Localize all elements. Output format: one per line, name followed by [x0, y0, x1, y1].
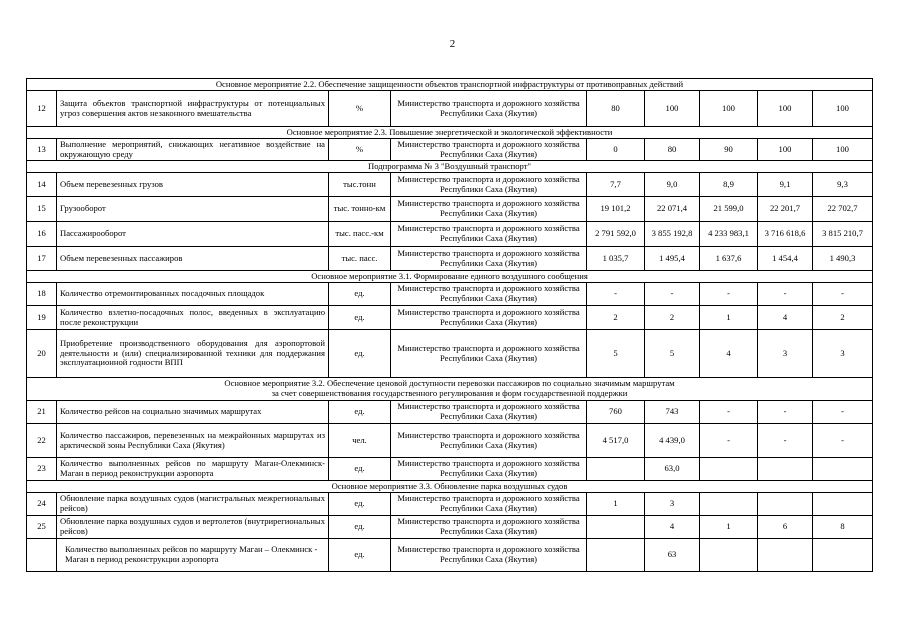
responsible-cell: Министерство транспорта и дорожного хозяйства Республики Саха (Якутия) — [391, 458, 587, 481]
unit-cell: тыс. тонно-км — [329, 197, 391, 222]
unit-cell: ед. — [329, 401, 391, 424]
responsible-cell: Министерство транспорта и дорожного хозяйства Республики Саха (Якутия) — [391, 539, 587, 572]
value-cell: 5 — [587, 330, 645, 378]
table-row — [27, 139, 873, 161]
indicator-name: Количество выполненных рейсов по маршруту Маган – Олекминск - Маган в период реконструкции аэропорта — [57, 539, 329, 572]
unit-cell: чел. — [329, 424, 391, 458]
responsible-cell: Министерство транспорта и дорожного хозяйства Республики Саха (Якутия) — [391, 197, 587, 222]
indicators-table — [26, 78, 873, 572]
value-cell: 1 — [587, 493, 645, 516]
value-cell: 1 495,4 — [645, 247, 700, 271]
value-cell: 2 791 592,0 — [587, 222, 645, 247]
value-cell: 1 — [700, 516, 758, 539]
value-cell: 7,7 — [587, 173, 645, 197]
row-number: 21 — [27, 401, 57, 424]
value-cell — [700, 493, 758, 516]
value-cell: 8 — [813, 516, 873, 539]
value-cell: 19 101,2 — [587, 197, 645, 222]
table-row — [27, 91, 873, 127]
value-cell: - — [758, 401, 813, 424]
value-cell — [758, 493, 813, 516]
responsible-cell: Министерство транспорта и дорожного хозяйства Республики Саха (Якутия) — [391, 222, 587, 247]
section-row — [27, 271, 873, 283]
responsible-cell: Министерство транспорта и дорожного хозяйства Республики Саха (Якутия) — [391, 424, 587, 458]
responsible-cell: Министерство транспорта и дорожного хозяйства Республики Саха (Якутия) — [391, 139, 587, 161]
value-cell: - — [758, 424, 813, 458]
value-cell: - — [700, 283, 758, 306]
value-cell: - — [813, 424, 873, 458]
section-row — [27, 127, 873, 139]
value-cell: 80 — [645, 139, 700, 161]
section-row — [27, 161, 873, 173]
value-cell: 4 — [700, 330, 758, 378]
table-row — [27, 330, 873, 378]
value-cell: 4 — [645, 516, 700, 539]
value-cell: 4 517,0 — [587, 424, 645, 458]
responsible-cell: Министерство транспорта и дорожного хозяйства Республики Саха (Якутия) — [391, 173, 587, 197]
value-cell: 22 201,7 — [758, 197, 813, 222]
section-row — [27, 79, 873, 91]
section-title: Подпрограмма № 3 "Воздушный транспорт" — [27, 161, 873, 173]
row-number: 15 — [27, 197, 57, 222]
section-title: Основное мероприятие 2.3. Повышение энергетической и экологической эффективности — [27, 127, 873, 139]
value-cell — [758, 539, 813, 572]
value-cell: 1 035,7 — [587, 247, 645, 271]
value-cell: 3 815 210,7 — [813, 222, 873, 247]
value-cell — [813, 493, 873, 516]
unit-cell: тыс.тонн — [329, 173, 391, 197]
value-cell: 100 — [758, 139, 813, 161]
responsible-cell: Министерство транспорта и дорожного хозяйства Республики Саха (Якутия) — [391, 330, 587, 378]
value-cell — [813, 458, 873, 481]
responsible-cell: Министерство транспорта и дорожного хозяйства Республики Саха (Якутия) — [391, 401, 587, 424]
row-number: 25 — [27, 516, 57, 539]
value-cell: 760 — [587, 401, 645, 424]
row-number: 13 — [27, 139, 57, 161]
value-cell: 9,0 — [645, 173, 700, 197]
value-cell: 1 — [700, 306, 758, 330]
value-cell — [758, 458, 813, 481]
indicator-name: Обновление парка воздушных судов и вертолетов (внутрирегиональных рейсов) — [57, 516, 329, 539]
value-cell: - — [813, 283, 873, 306]
unit-cell: ед. — [329, 539, 391, 572]
section-title: Основное мероприятие 2.2. Обеспечение защищенности объектов транспортной инфраструктуры от противоправных действий — [27, 79, 873, 91]
value-cell: 2 — [587, 306, 645, 330]
value-cell: 90 — [700, 139, 758, 161]
row-number: 18 — [27, 283, 57, 306]
value-cell: 100 — [700, 91, 758, 127]
row-number: 23 — [27, 458, 57, 481]
value-cell: 3 — [813, 330, 873, 378]
row-number: 22 — [27, 424, 57, 458]
table-row — [27, 306, 873, 330]
table-row — [27, 222, 873, 247]
row-number: 12 — [27, 91, 57, 127]
value-cell: - — [758, 283, 813, 306]
indicator-name: Объем перевезенных пассажиров — [57, 247, 329, 271]
section-title — [27, 378, 873, 401]
value-cell: 0 — [587, 139, 645, 161]
value-cell: - — [813, 401, 873, 424]
indicator-name: Количество выполненных рейсов по маршруту Маган-Олекминск-Маган в период реконструкции аэропорта — [57, 458, 329, 481]
value-cell: 100 — [813, 91, 873, 127]
table-row — [27, 424, 873, 458]
value-cell: 5 — [645, 330, 700, 378]
value-cell: 1 490,3 — [813, 247, 873, 271]
indicator-name: Количество рейсов на социально значимых маршрутах — [57, 401, 329, 424]
responsible-cell: Министерство транспорта и дорожного хозяйства Республики Саха (Якутия) — [391, 283, 587, 306]
row-number: 14 — [27, 173, 57, 197]
table-row — [27, 401, 873, 424]
unit-cell: тыс. пасс. — [329, 247, 391, 271]
value-cell: 4 — [758, 306, 813, 330]
unit-cell: ед. — [329, 330, 391, 378]
value-cell: 21 599,0 — [700, 197, 758, 222]
value-cell: 6 — [758, 516, 813, 539]
indicator-name: Грузооборот — [57, 197, 329, 222]
value-cell — [587, 458, 645, 481]
section-row — [27, 378, 873, 401]
table-row — [27, 516, 873, 539]
value-cell: 9,1 — [758, 173, 813, 197]
unit-cell: ед. — [329, 306, 391, 330]
value-cell: 3 716 618,6 — [758, 222, 813, 247]
table-row — [27, 493, 873, 516]
value-cell: 4 233 983,1 — [700, 222, 758, 247]
unit-cell: тыс. пасс.-км — [329, 222, 391, 247]
value-cell: - — [700, 401, 758, 424]
value-cell: 743 — [645, 401, 700, 424]
unit-cell: ед. — [329, 493, 391, 516]
value-cell: 3 855 192,8 — [645, 222, 700, 247]
table-row — [27, 539, 873, 572]
value-cell: 100 — [758, 91, 813, 127]
unit-cell: ед. — [329, 516, 391, 539]
value-cell: 1 637,6 — [700, 247, 758, 271]
value-cell: 4 439,0 — [645, 424, 700, 458]
value-cell: 9,3 — [813, 173, 873, 197]
indicator-name: Количество взлетно-посадочных полос, введенных в эксплуатацию после реконструкции — [57, 306, 329, 330]
unit-cell: ед. — [329, 458, 391, 481]
responsible-cell: Министерство транспорта и дорожного хозяйства Республики Саха (Якутия) — [391, 493, 587, 516]
responsible-cell: Министерство транспорта и дорожного хозяйства Республики Саха (Якутия) — [391, 306, 587, 330]
responsible-cell: Министерство транспорта и дорожного хозяйства Республики Саха (Якутия) — [391, 516, 587, 539]
row-number: 19 — [27, 306, 57, 330]
value-cell — [587, 539, 645, 572]
table-row — [27, 173, 873, 197]
value-cell: 80 — [587, 91, 645, 127]
value-cell: 100 — [645, 91, 700, 127]
value-cell: 1 454,4 — [758, 247, 813, 271]
value-cell: 22 702,7 — [813, 197, 873, 222]
row-number: 16 — [27, 222, 57, 247]
value-cell: 2 — [645, 306, 700, 330]
indicator-name: Пассажирооборот — [57, 222, 329, 247]
indicator-name: Защита объектов транспортной инфраструктуры от потенциальных угроз совершения актов незаконного вмешательства — [57, 91, 329, 127]
row-number: 20 — [27, 330, 57, 378]
indicator-name: Приобретение производственного оборудования для аэропортовой деятельности и (или) специализированной техники для поддержания эксплуатационной годности ВПП — [57, 330, 329, 378]
value-cell: - — [645, 283, 700, 306]
responsible-cell: Министерство транспорта и дорожного хозяйства Республики Саха (Якутия) — [391, 247, 587, 271]
table-row — [27, 458, 873, 481]
value-cell: 63 — [645, 539, 700, 572]
section-row — [27, 481, 873, 493]
value-cell: 22 071,4 — [645, 197, 700, 222]
indicator-name: Объем перевезенных грузов — [57, 173, 329, 197]
row-number: 24 — [27, 493, 57, 516]
table-row — [27, 197, 873, 222]
section-title-line: Основное мероприятие 3.2. Обеспечение ценовой доступности перевозки пассажиров по социально значимым маршрутам — [224, 378, 675, 389]
indicator-name: Обновление парка воздушных судов (магистральных межрегиональных рейсов) — [57, 493, 329, 516]
unit-cell: ед. — [329, 283, 391, 306]
value-cell — [700, 539, 758, 572]
value-cell: 100 — [813, 139, 873, 161]
row-number: 17 — [27, 247, 57, 271]
page-number: 2 — [449, 38, 456, 50]
value-cell: 3 — [758, 330, 813, 378]
value-cell — [587, 516, 645, 539]
section-title-line: за счет совершенствования государственного регулирования и форм государственной поддержки — [271, 388, 628, 398]
value-cell: 3 — [645, 493, 700, 516]
indicator-name: Количество отремонтированных посадочных площадок — [57, 283, 329, 306]
unit-cell: % — [329, 139, 391, 161]
unit-cell: % — [329, 91, 391, 127]
value-cell: 8,9 — [700, 173, 758, 197]
section-title: Основное мероприятие 3.3. Обновление парка воздушных судов — [27, 481, 873, 493]
value-cell — [700, 458, 758, 481]
section-title: Основное мероприятие 3.1. Формирование единого воздушного сообщения — [27, 271, 873, 283]
value-cell: - — [700, 424, 758, 458]
value-cell: 2 — [813, 306, 873, 330]
table-row — [27, 283, 873, 306]
indicator-name: Выполнение мероприятий, снижающих негативное воздействие на окружающую среду — [57, 139, 329, 161]
responsible-cell: Министерство транспорта и дорожного хозяйства Республики Саха (Якутия) — [391, 91, 587, 127]
row-number — [27, 539, 57, 572]
indicator-name: Количество пассажиров, перевезенных на межрайонных маршрутах из арктической зоны Республики Саха (Якутия) — [57, 424, 329, 458]
table-row — [27, 247, 873, 271]
value-cell: - — [587, 283, 645, 306]
value-cell: 63,0 — [645, 458, 700, 481]
value-cell — [813, 539, 873, 572]
